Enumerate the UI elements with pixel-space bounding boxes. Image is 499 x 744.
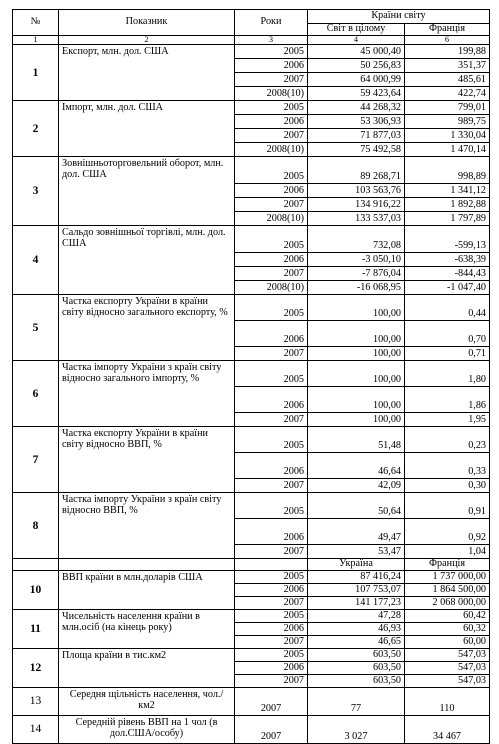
year-cell: 2006 [235, 321, 308, 347]
world-value-cell: 46,64 [308, 453, 405, 479]
france-value-cell: -844,43 [405, 267, 490, 281]
index-2: 2 [59, 35, 235, 44]
world-value-cell: -16 068,95 [308, 281, 405, 295]
world-value-cell: 51,48 [308, 427, 405, 453]
index-6: 6 [405, 35, 490, 44]
world-value-cell: 732,08 [308, 226, 405, 253]
world-value-cell: 53 306,93 [308, 115, 405, 129]
france-value-cell: 1 470,14 [405, 143, 490, 157]
table-row [13, 45, 490, 59]
france-value-cell: 998,89 [405, 157, 490, 184]
table-body [13, 10, 490, 744]
world-value-cell: 46,65 [308, 635, 405, 648]
year-cell: 2006 [235, 115, 308, 129]
france-value-cell: 0,91 [405, 493, 490, 519]
france-value-cell: 799,01 [405, 101, 490, 115]
row-number: 11 [13, 609, 59, 648]
france-value-cell: 0,92 [405, 519, 490, 545]
france-value-cell: 1,95 [405, 413, 490, 427]
year-cell: 2006 [235, 453, 308, 479]
table-row [13, 295, 490, 321]
year-cell: 2008(10) [235, 281, 308, 295]
row-number: 7 [13, 427, 59, 493]
year-cell: 2006 [235, 661, 308, 674]
row-number: 5 [13, 295, 59, 361]
row-number: 8 [13, 493, 59, 559]
year-cell: 2005 [235, 570, 308, 583]
header-indicator: Показник [59, 10, 235, 36]
france-value-cell: 1,04 [405, 545, 490, 559]
indicator-label: Чисельність населення країни в млн.осіб (на кінець року) [59, 609, 235, 648]
year-cell: 2005 [235, 295, 308, 321]
france-value-cell: 547,03 [405, 648, 490, 661]
header-index-row [13, 35, 490, 44]
france-value-cell: 199,88 [405, 45, 490, 59]
france-value-cell: 547,03 [405, 674, 490, 687]
year-cell: 2007 [235, 635, 308, 648]
index-4: 4 [308, 35, 405, 44]
summary-row [13, 687, 490, 715]
world-value-cell: 64 000,99 [308, 73, 405, 87]
world-value-cell: -3 050,10 [308, 253, 405, 267]
france-value-cell: 989,75 [405, 115, 490, 129]
year-cell: 2005 [235, 361, 308, 387]
index-3: 3 [235, 35, 308, 44]
year-cell: 2005 [235, 226, 308, 253]
year-cell: 2007 [235, 545, 308, 559]
table-row [13, 361, 490, 387]
table-row [13, 609, 490, 622]
world-value-cell: 100,00 [308, 347, 405, 361]
row-number: 10 [13, 570, 59, 609]
world-value-cell: 50 256,83 [308, 59, 405, 73]
header-years: Роки [235, 10, 308, 36]
world-value-cell: 603,50 [308, 674, 405, 687]
row-number: 12 [13, 648, 59, 687]
world-value-cell: 100,00 [308, 361, 405, 387]
year-cell: 2006 [235, 253, 308, 267]
france-value-cell: 1 330,04 [405, 129, 490, 143]
france-value-cell: 0,71 [405, 347, 490, 361]
world-value-cell: 603,50 [308, 648, 405, 661]
table-row [13, 493, 490, 519]
row-number: 4 [13, 226, 59, 295]
subheader-row [13, 559, 490, 571]
world-value-cell: 42,09 [308, 479, 405, 493]
header-countries: Країни світу [308, 10, 490, 24]
world-value-cell: 46,93 [308, 622, 405, 635]
france-value-cell: 485,61 [405, 73, 490, 87]
world-value-cell: 103 563,76 [308, 184, 405, 198]
world-value-cell: 87 416,24 [308, 570, 405, 583]
table-row [13, 157, 490, 184]
year-cell: 2005 [235, 648, 308, 661]
statistics-table [12, 9, 490, 744]
france-value-cell: 0,44 [405, 295, 490, 321]
indicator-label: Частка експорту України в країни світу відносно загального експорту, % [59, 295, 235, 361]
france-value-cell: 1,80 [405, 361, 490, 387]
year-cell: 2005 [235, 609, 308, 622]
world-value-cell: 71 877,03 [308, 129, 405, 143]
france-value-cell: 1 737 000,00 [405, 570, 490, 583]
year-cell: 2007 [235, 715, 308, 743]
france-value-cell: 110 [405, 687, 490, 715]
world-value-cell: 50,64 [308, 493, 405, 519]
year-cell: 2005 [235, 493, 308, 519]
year-cell: 2007 [235, 198, 308, 212]
year-cell: 2006 [235, 622, 308, 635]
indicator-label: Зовнішньоторговельний оборот, млн. дол. США [59, 157, 235, 226]
table-row [13, 226, 490, 253]
header-num: № [13, 10, 59, 36]
indicator-label: Площа країни в тис.км2 [59, 648, 235, 687]
row-number: 6 [13, 361, 59, 427]
world-value-cell: 107 753,07 [308, 583, 405, 596]
header-row-1 [13, 10, 490, 24]
world-value-cell: 49,47 [308, 519, 405, 545]
indicator-label: Імпорт, млн. дол. США [59, 101, 235, 157]
year-cell: 2007 [235, 73, 308, 87]
world-value-cell: 603,50 [308, 661, 405, 674]
subheader-blank-2 [59, 559, 235, 571]
year-cell: 2007 [235, 674, 308, 687]
header-france: Франція [405, 24, 490, 36]
row-number: 3 [13, 157, 59, 226]
ukraine-value-cell: 3 027 [308, 715, 405, 743]
year-cell: 2006 [235, 583, 308, 596]
france-value-cell: -599,13 [405, 226, 490, 253]
france-value-cell: 60,00 [405, 635, 490, 648]
world-value-cell: 134 916,22 [308, 198, 405, 212]
row-number: 1 [13, 45, 59, 101]
year-cell: 2007 [235, 129, 308, 143]
subheader-ukraine: Україна [308, 559, 405, 571]
year-cell: 2007 [235, 687, 308, 715]
france-value-cell: 60,32 [405, 622, 490, 635]
france-value-cell: 0,33 [405, 453, 490, 479]
france-value-cell: -1 047,40 [405, 281, 490, 295]
header-world: Світ в цілому [308, 24, 405, 36]
france-value-cell: 1 341,12 [405, 184, 490, 198]
world-value-cell: 89 268,71 [308, 157, 405, 184]
france-value-cell: 547,03 [405, 661, 490, 674]
year-cell: 2005 [235, 157, 308, 184]
table-row [13, 648, 490, 661]
indicator-label: Частка імпорту України з країн світу відносно загального імпорту, % [59, 361, 235, 427]
france-value-cell: 1 864 500,00 [405, 583, 490, 596]
row-number: 13 [13, 687, 59, 715]
year-cell: 2007 [235, 596, 308, 609]
world-value-cell: 47,28 [308, 609, 405, 622]
year-cell: 2006 [235, 184, 308, 198]
france-value-cell: 1 797,89 [405, 212, 490, 226]
row-number: 14 [13, 715, 59, 743]
france-value-cell: 1 892,88 [405, 198, 490, 212]
indicator-label: ВВП країни в млн.доларів США [59, 570, 235, 609]
summary-row [13, 715, 490, 743]
subheader-blank-1 [13, 559, 59, 571]
world-value-cell: 100,00 [308, 321, 405, 347]
year-cell: 2006 [235, 59, 308, 73]
world-value-cell: 59 423,64 [308, 87, 405, 101]
indicator-label: Середній рівень ВВП на 1 чол (в дол.США/особу) [59, 715, 235, 743]
world-value-cell: 100,00 [308, 387, 405, 413]
france-value-cell: 0,70 [405, 321, 490, 347]
year-cell: 2005 [235, 427, 308, 453]
table-row [13, 101, 490, 115]
subheader-blank-3 [235, 559, 308, 571]
year-cell: 2008(10) [235, 87, 308, 101]
france-value-cell: 422,74 [405, 87, 490, 101]
ukraine-value-cell: 77 [308, 687, 405, 715]
france-value-cell: 351,37 [405, 59, 490, 73]
year-cell: 2008(10) [235, 143, 308, 157]
indicator-label: Частка імпорту України з країн світу відносно ВВП, % [59, 493, 235, 559]
france-value-cell: 34 467 [405, 715, 490, 743]
world-value-cell: 75 492,58 [308, 143, 405, 157]
france-value-cell: 2 068 000,00 [405, 596, 490, 609]
index-1: 1 [13, 35, 59, 44]
france-value-cell: -638,39 [405, 253, 490, 267]
world-value-cell: 100,00 [308, 295, 405, 321]
year-cell: 2008(10) [235, 212, 308, 226]
year-cell: 2007 [235, 479, 308, 493]
france-value-cell: 60,42 [405, 609, 490, 622]
indicator-label: Частка експорту України в країни світу відносно ВВП, % [59, 427, 235, 493]
indicator-label: Середня щільність населення, чол./км2 [59, 687, 235, 715]
year-cell: 2006 [235, 519, 308, 545]
row-number: 2 [13, 101, 59, 157]
table-row [13, 570, 490, 583]
indicator-label: Сальдо зовнішньої торгівлі, млн. дол. США [59, 226, 235, 295]
year-cell: 2007 [235, 267, 308, 281]
year-cell: 2005 [235, 45, 308, 59]
world-value-cell: 53,47 [308, 545, 405, 559]
world-value-cell: 141 177,23 [308, 596, 405, 609]
year-cell: 2007 [235, 347, 308, 361]
world-value-cell: 100,00 [308, 413, 405, 427]
subheader-france: Франція [405, 559, 490, 571]
france-value-cell: 0,23 [405, 427, 490, 453]
world-value-cell: -7 876,04 [308, 267, 405, 281]
indicator-label: Експорт, млн. дол. США [59, 45, 235, 101]
france-value-cell: 1,86 [405, 387, 490, 413]
year-cell: 2007 [235, 413, 308, 427]
world-value-cell: 44 268,32 [308, 101, 405, 115]
world-value-cell: 45 000,40 [308, 45, 405, 59]
year-cell: 2005 [235, 101, 308, 115]
france-value-cell: 0,30 [405, 479, 490, 493]
world-value-cell: 133 537,03 [308, 212, 405, 226]
year-cell: 2006 [235, 387, 308, 413]
table-row [13, 427, 490, 453]
